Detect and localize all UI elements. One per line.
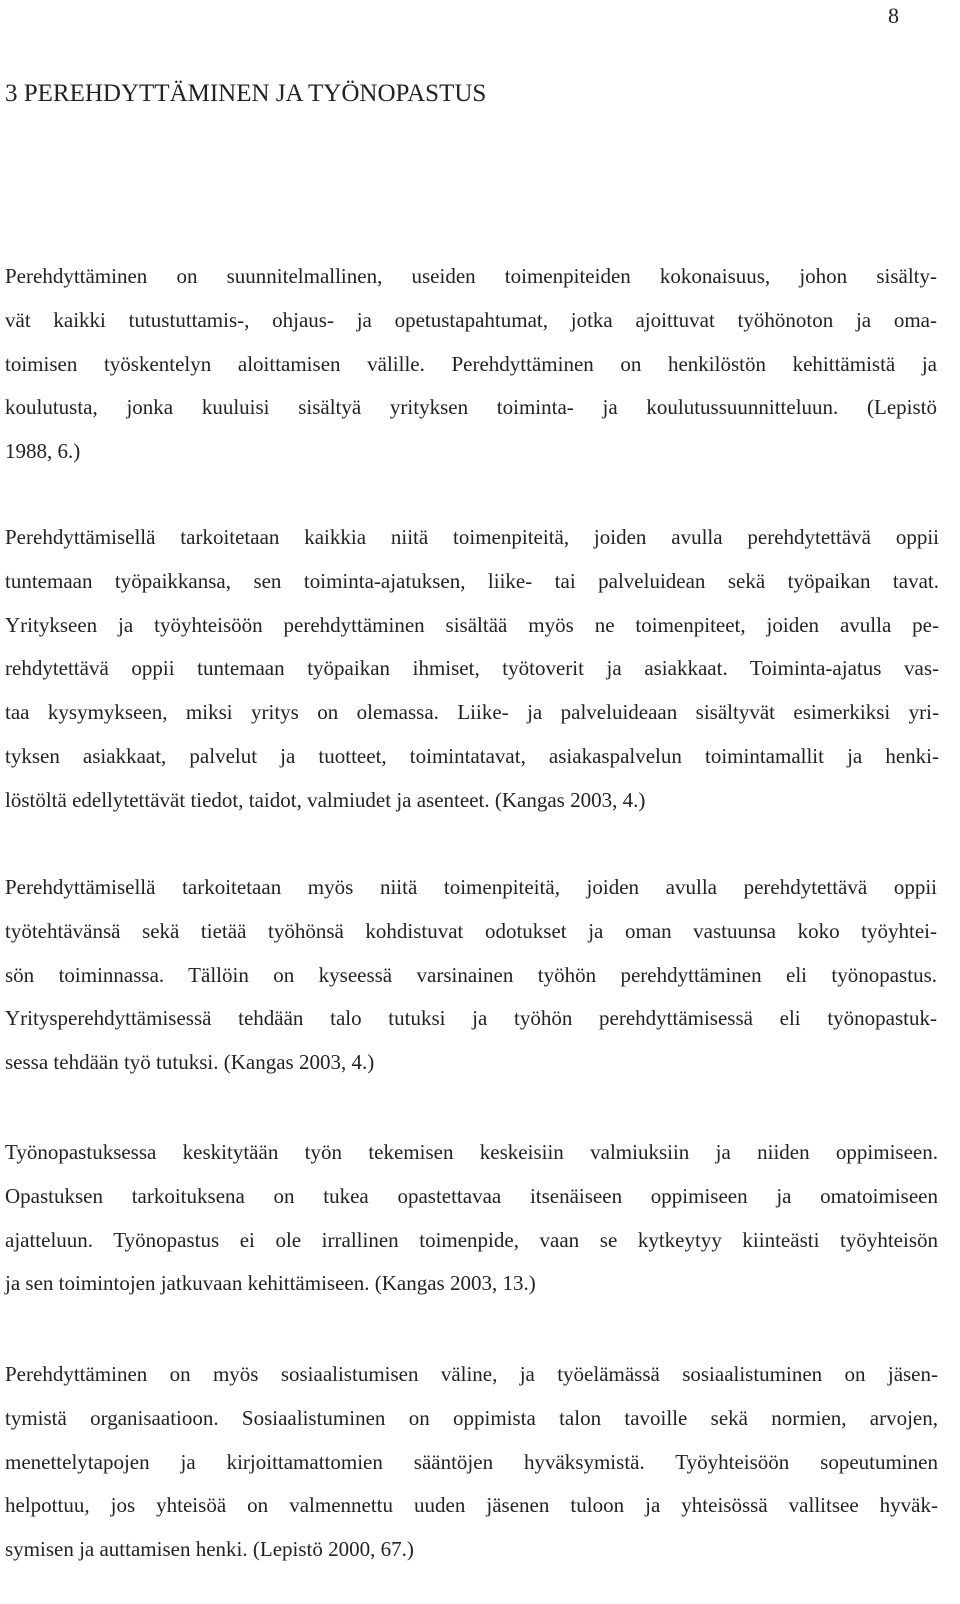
text-line: Yritykseen ja työyhteisöön perehdyttäminen sisältää myös ne toimenpiteet, joiden avulla pe- [5, 612, 939, 637]
text-line: 1988, 6.) [5, 439, 81, 464]
section-heading: 3 PEREHDYTTÄMINEN JA TYÖNOPASTUS [5, 80, 487, 107]
text-line: sessa tehdään työ tutuksi. (Kangas 2003, 4.) [5, 1050, 375, 1075]
text-line: Perehdyttäminen on suunnitelmallinen, useiden toimenpiteiden kokonaisuus, johon sisälty- [5, 264, 937, 288]
text-line: tyksen asiakkaat, palvelut ja tuotteet, toimintatavat, asiakaspalvelun toimintamallit ja henki- [5, 743, 939, 768]
paragraph-4 [5, 1131, 938, 1306]
text-line: ja sen toimintojen jatkuvaan kehittämiseen. (Kangas 2003, 13.) [5, 1271, 536, 1296]
text-line: toimisen työskentelyn aloittamisen välille. Perehdyttäminen on henkilöstön kehittämistä ja [5, 351, 937, 376]
paragraph-3 [5, 866, 937, 1085]
text-line: koulutusta, jonka kuuluisi sisältyä yrityksen toiminta- ja koulutussuunnitteluun. (Lepistö [5, 395, 937, 420]
text-line: Perehdyttämisellä tarkoitetaan kaikkia niitä toimenpiteitä, joiden avulla perehdytettävä oppii [5, 525, 939, 549]
text-line: rehdytettävä oppii tuntemaan työpaikan ihmiset, työtoverit ja asiakkaat. Toiminta-ajatus vas- [5, 656, 939, 681]
text-line: menettelytapojen ja kirjoittamattomien sääntöjen hyväksymistä. Työyhteisöön sopeutuminen [5, 1449, 938, 1474]
text-line: tuntemaan työpaikkansa, sen toiminta-ajatuksen, liike- tai palveluidean sekä työpaikan tavat. [5, 568, 939, 593]
text-line: Työnopastuksessa keskitytään työn tekemisen keskeisiin valmiuksiin ja niiden oppimiseen. [5, 1140, 938, 1164]
paragraph-1 [5, 255, 937, 474]
paragraph-2 [5, 516, 939, 823]
text-line: symisen ja auttamisen henki. (Lepistö 2000, 67.) [5, 1537, 414, 1562]
paragraph-5 [5, 1353, 938, 1572]
page-number: 8 [888, 3, 899, 28]
text-line: ajatteluun. Työnopastus ei ole irrallinen toimenpide, vaan se kytkeytyy kiinteästi työyhteisön [5, 1227, 938, 1252]
text-line: sön toiminnassa. Tällöin on kyseessä varsinainen työhön perehdyttäminen eli työnopastus. [5, 962, 937, 987]
text-line: helpottuu, jos yhteisöä on valmennettu uuden jäsenen tuloon ja yhteisössä vallitsee hyväk- [5, 1493, 938, 1518]
text-line: vät kaikki tutustuttamis-, ohjaus- ja opetustapahtumat, jotka ajoittuvat työhönoton ja oma- [5, 307, 937, 332]
text-line: Opastuksen tarkoituksena on tukea opastettavaa itsenäiseen oppimiseen ja omatoimiseen [5, 1183, 938, 1208]
text-line: löstöltä edellytettävät tiedot, taidot, valmiudet ja asenteet. (Kangas 2003, 4.) [5, 787, 646, 812]
text-line: Yritysperehdyttämisessä tehdään talo tutuksi ja työhön perehdyttämisessä eli työnopastuk- [5, 1006, 937, 1031]
text-line: tymistä organisaatioon. Sosiaalistuminen on oppimista talon tavoille sekä normien, arvojen, [5, 1405, 938, 1430]
text-line: työtehtävänsä sekä tietää työhönsä kohdistuvat odotukset ja oman vastuunsa koko työyhtei- [5, 918, 937, 943]
text-line: taa kysymykseen, miksi yritys on olemassa. Liike- ja palveluideaan sisältyvät esimerkiksi yri- [5, 700, 939, 725]
text-line: Perehdyttäminen on myös sosiaalistumisen väline, ja työelämässä sosiaalistuminen on jäsen- [5, 1362, 938, 1386]
text-line: Perehdyttämisellä tarkoitetaan myös niitä toimenpiteitä, joiden avulla perehdytettävä oppii [5, 875, 937, 899]
